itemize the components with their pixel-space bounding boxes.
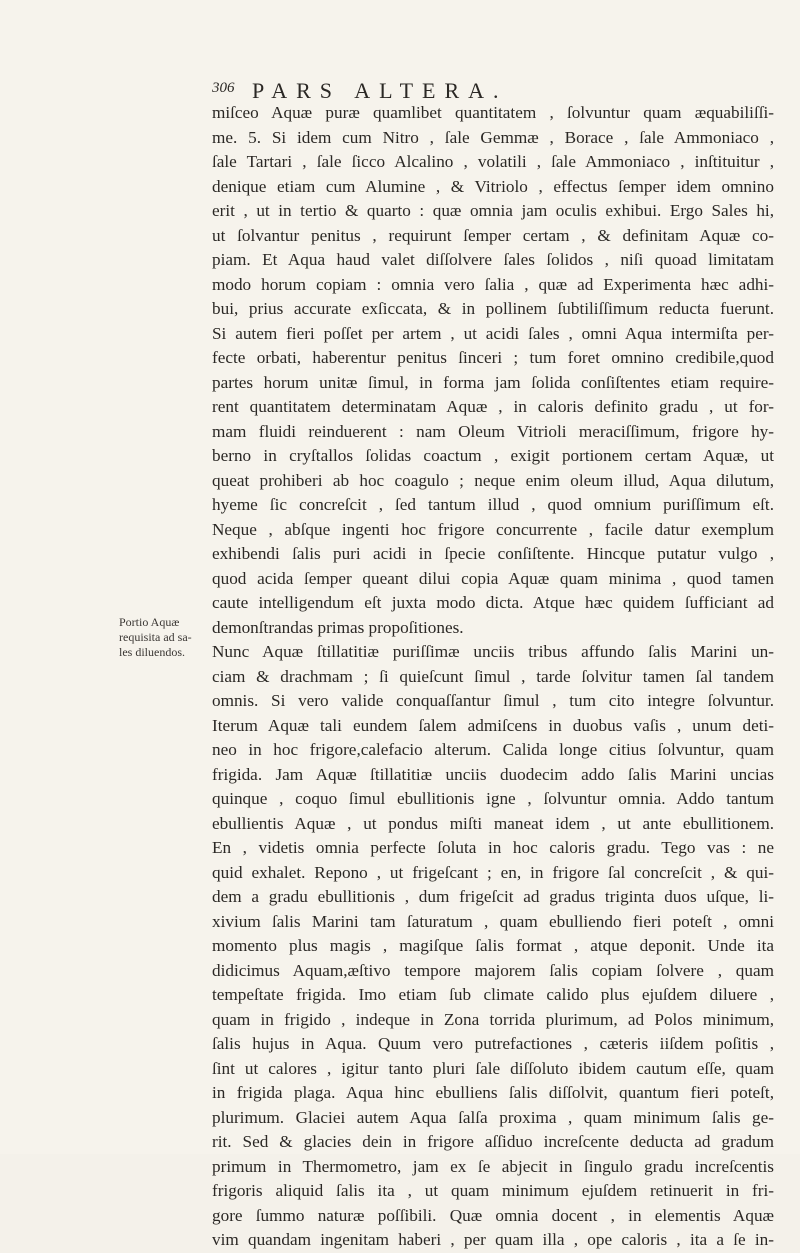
text-line: omnis. Si vero valide conquaſſantur ſimul , tum cito integre ſolvuntur. xyxy=(212,691,774,710)
margin-note-line: requisita ad sa- xyxy=(119,630,192,644)
text-line: Iterum Aquæ tali eundem ſalem admiſcens in duobus vaſis , unum deti- xyxy=(212,715,774,735)
text-line: tempeſtate frigida. Imo etiam ſub climate calido plus ejuſdem diluere , xyxy=(212,985,774,1004)
text-line: quam in frigido , indeque in Zona torrida plurimum, ad Polos minimum, xyxy=(212,1009,774,1029)
text-line: En , videtis omnia perfecte ſoluta in hoc caloris gradu. Tego vas : ne xyxy=(212,838,774,857)
text-line: demonſtrandas primas propoſitiones. xyxy=(212,617,464,637)
text-line: quid exhalet. Repono , ut frigeſcant ; en, in frigore ſal concreſcit , & qui- xyxy=(212,862,774,882)
page-number: 306 xyxy=(212,80,235,96)
running-title: PARS ALTERA. xyxy=(252,78,508,103)
margin-note xyxy=(119,615,207,660)
text-line: neo in hoc frigore,calefacio alterum. Calida longe citius ſolvuntur, quam xyxy=(212,740,774,759)
text-line: in frigida plaga. Aqua hinc ebulliens ſalis diſſolvit, quantum fieri poteſt, xyxy=(212,1083,774,1102)
text-line: xivium ſalis Marini tam ſaturatum , quam ebulliendo fieri poteſt , omni xyxy=(212,911,774,931)
text-line: erit , ut in tertio & quarto : quæ omnia jam oculis exhibui. Ergo Sales hi, xyxy=(212,201,774,220)
text-line: queat prohiberi ab hoc coagulo ; neque enim oleum illud, Aqua dilutum, xyxy=(212,470,774,490)
text-line: plurimum. Glaciei autem Aqua ſalſa proxima , quam minimum ſalis ge- xyxy=(212,1107,774,1127)
text-line: vim quandam ingenitam haberi , per quam illa , ope caloris , ita a ſe in- xyxy=(212,1230,774,1249)
text-line: quod acida ſemper queant dilui copia Aquæ quam minima , quod tamen xyxy=(212,568,774,588)
text-line: ciam & drachmam ; ſi quieſcunt ſimul , tarde ſolvitur tamen ſal tandem xyxy=(212,666,774,686)
text-line: Si autem fieri poſſet per artem , ut acidi ſales , omni Aqua intermiſta per- xyxy=(212,323,774,343)
text-line: Nunc Aquæ ſtillatitiæ puriſſimæ unciis tribus affundo ſalis Marini un- xyxy=(212,642,774,661)
text-line: rit. Sed & glacies dein in frigore aſſiduo increſcente deducta ad gradum xyxy=(212,1132,774,1151)
margin-note-line: les diluendos. xyxy=(119,645,185,659)
text-line: berno in cryſtallos ſolidas coactum , exigit portionem certam Aquæ, ut xyxy=(212,446,774,465)
text-line: frigoris aliquid ſalis ita , ut quam minimum ejuſdem retinuerit in fri- xyxy=(212,1181,774,1200)
text-line: quinque , coquo ſimul ebullitionis igne , ſolvuntur omnia. Addo tantum xyxy=(212,789,774,808)
text-line: ebullientis Aquæ , ut pondus miſti maneat idem , ut ante ebullitionem. xyxy=(212,813,774,833)
text-line: ſint ut calores , igitur tanto pluri ſale diſſoluto ibidem cautum eſſe, quam xyxy=(212,1058,774,1078)
text-line: exhibendi ſalis puri acidi in ſpecie conſiſtente. Hincque putatur vulgo , xyxy=(212,544,774,563)
text-line: piam. Et Aqua haud valet diſſolvere ſales ſolidos , niſi quoad limitatam xyxy=(212,250,774,269)
margin-note-line: Portio Aquæ xyxy=(119,615,180,629)
text-line: denique etiam cum Alumine , & Vitriolo , effectus ſemper idem omnino xyxy=(212,176,774,196)
text-line: rent quantitatem determinatam Aquæ , in caloris definito gradu , ut for- xyxy=(212,397,774,416)
text-line: bui, prius accurate exſiccata, & in pollinem ſubtiliſſimum reducta fuerunt. xyxy=(212,299,774,318)
text-line: momento plus magis , magiſque ſalis format , atque deponit. Unde ita xyxy=(212,936,774,955)
text-line: ut ſolvantur penitus , requirunt ſemper certam , & definitam Aquæ co- xyxy=(212,225,774,245)
text-line: me. 5. Si idem cum Nitro , ſale Gemmæ , Borace , ſale Ammoniaco , xyxy=(212,127,774,147)
text-line: fecte orbati, haberentur penitus ſinceri ; tum foret omnino credibile,quod xyxy=(212,348,774,367)
text-line: hyeme ſic concreſcit , ſed tantum illud , quod omnium puriſſimum eſt. xyxy=(212,495,774,514)
text-line: gore ſummo naturæ poſſibili. Quæ omnia docent , in elementis Aquæ xyxy=(212,1205,774,1225)
text-line: miſceo Aquæ puræ quamlibet quantitatem , ſolvuntur quam æquabiliſſi- xyxy=(212,103,774,122)
text-line: primum in Thermometro, jam ex ſe abjecit in ſingulo gradu increſcentis xyxy=(212,1156,774,1176)
body-text xyxy=(212,101,774,1253)
text-line: mam fluidi reinduerent : nam Oleum Vitrioli meraciſſimum, frigore hy- xyxy=(212,421,774,441)
text-line: frigida. Jam Aquæ ſtillatitiæ unciis duodecim addo ſalis Marini uncias xyxy=(212,764,774,784)
text-line: caute intelligendum eſt juxta modo dicta. Atque hæc quidem ſufficiant ad xyxy=(212,593,774,612)
text-line: dem a gradu ebullitionis , dum frigeſcit ad gradus triginta duos uſque, li- xyxy=(212,887,774,906)
text-line: modo horum copiam : omnia vero ſalia , quæ ad Experimenta hæc adhi- xyxy=(212,274,774,294)
text-line: Neque , abſque ingenti hoc frigore concurrente , facile datur exemplum xyxy=(212,519,774,539)
text-line: ſale Tartari , ſale ſicco Alcalino , volatili , ſale Ammoniaco , inſtituitur , xyxy=(212,152,774,171)
text-line: partes horum unitæ ſimul, in forma jam ſolida conſiſtentes etiam require- xyxy=(212,372,774,392)
text-line: ſalis hujus in Aqua. Quum vero putrefactiones , cæteris iiſdem poſitis , xyxy=(212,1034,774,1053)
text-line: didicimus Aquam,æſtivo tempore majorem ſalis copiam ſolvere , quam xyxy=(212,960,774,980)
